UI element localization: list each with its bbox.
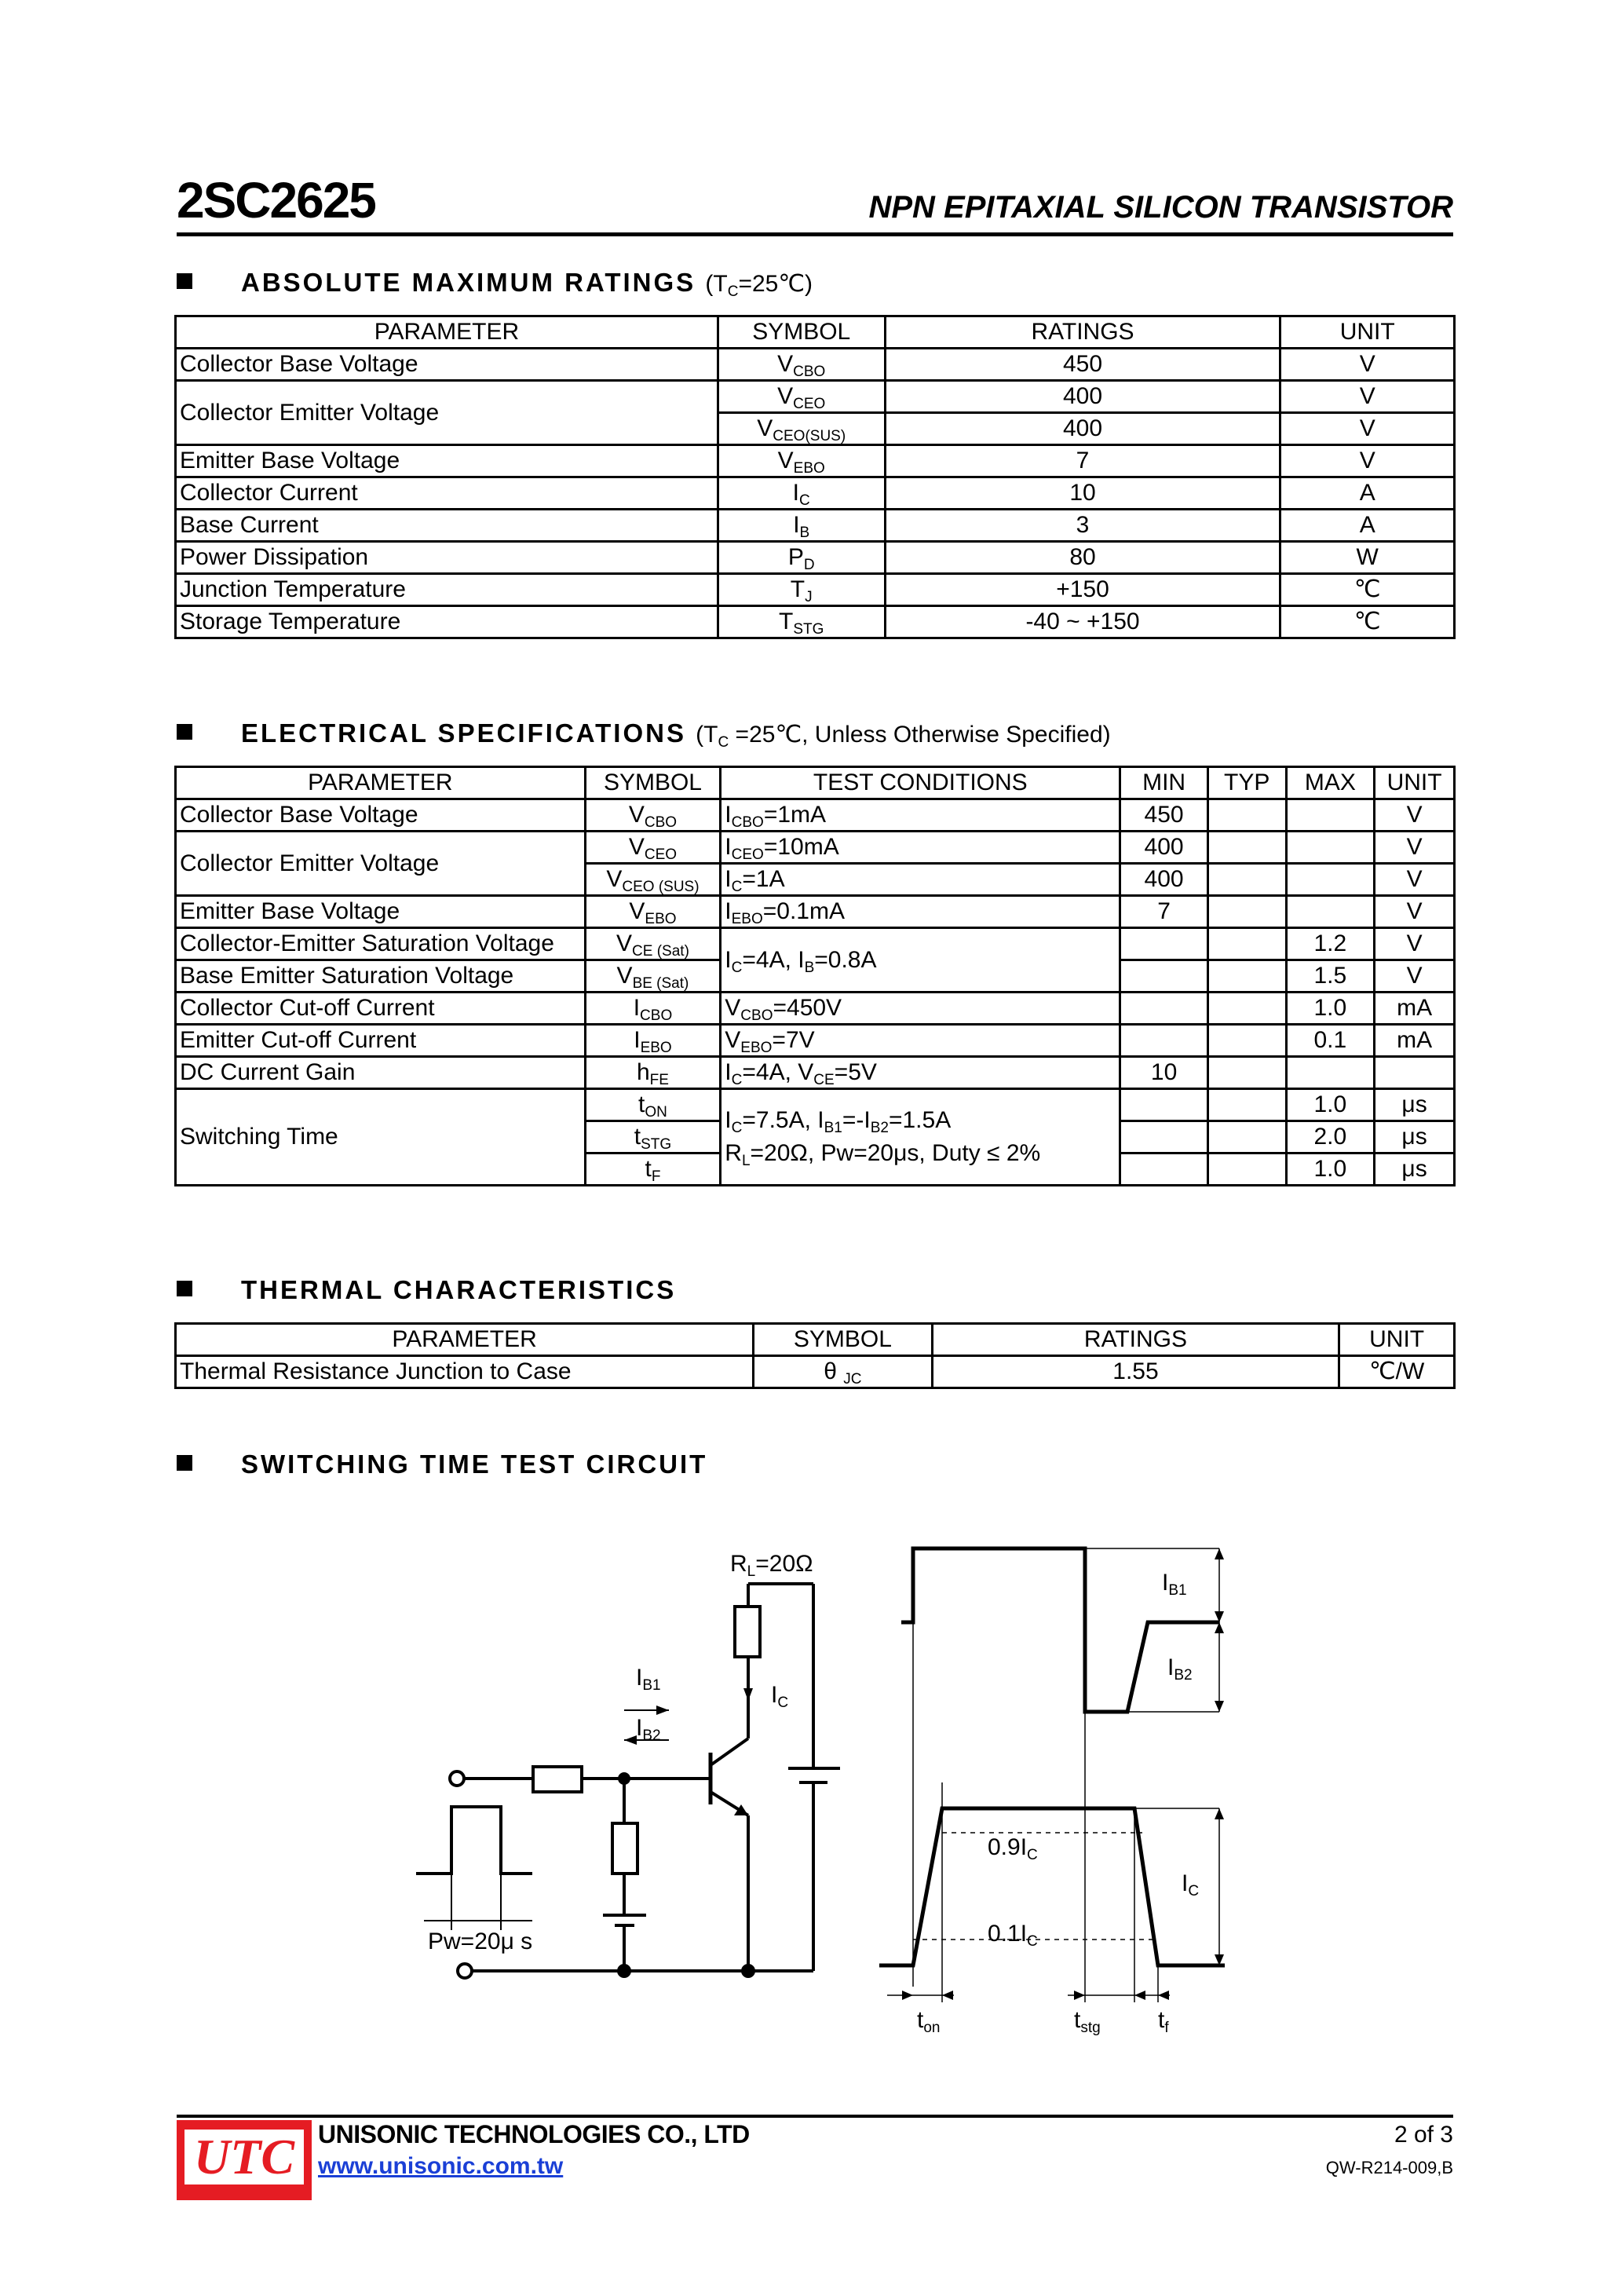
company-website-link[interactable]: www.unisonic.com.tw xyxy=(318,2153,564,2179)
table-row: $V_{CEO(SUS)}$ 400 V xyxy=(176,413,1455,445)
waveform-ic-label: $I_C$ xyxy=(1182,1870,1200,1899)
table-row: Collector Base Voltage $V_{CBO}$ $I_{CBO}=1mA$ 450 V xyxy=(176,799,1455,832)
table-row: Storage Temperature $T_{STG}$ -40 ~ +150 ℃ xyxy=(176,606,1455,638)
symbol-cell: $h_{FE}$ xyxy=(585,1057,721,1089)
base-current-waveform xyxy=(901,1548,1219,1712)
table-row: Collector Emitter Voltage $V_{CEO}$ $I_{CEO}=10mA$ 400 V xyxy=(176,832,1455,864)
company-name: UNISONIC TECHNOLOGIES CO., LTD xyxy=(318,2120,750,2148)
ic-arrow-icon xyxy=(743,1688,753,1701)
collector-current-waveform xyxy=(879,1808,1225,1965)
table-row: DC Current Gain $h_{FE}$ $I_C=4A$, $V_{CE}=5V$ 10 xyxy=(176,1057,1455,1089)
rl-label: $R_L=20\Omega$ xyxy=(730,1551,813,1580)
input-terminal-top xyxy=(450,1771,464,1786)
ic-label: $I_C$ xyxy=(771,1682,789,1711)
table-row: Collector Cut-off Current $I_{CBO}$ $V_{CBO}=450V$ 1.0 mA xyxy=(176,993,1455,1025)
page-number: 2 of 3 xyxy=(1394,2122,1453,2148)
part-number: 2SC2625 xyxy=(177,172,375,229)
table-row: Switching Time $t_{ON}$ $I_C=7.5A$, $I_{B1}=-I_{B2}=1.5A$ $R_L=20\Omega$, Pw=20μs, Duty ≤ 2% 1.0 μs xyxy=(176,1089,1455,1121)
circuit-heading: SWITCHING TIME TEST CIRCUIT xyxy=(177,1450,707,1479)
symbol-cell: $V_{CE (Sat)}$ xyxy=(585,928,721,960)
table-row: Base Emitter Saturation Voltage $V_{BE (Sat)}$ 1.5 V xyxy=(176,960,1455,993)
table-row: Base Current $I_B$ 3 A xyxy=(176,510,1455,542)
document-subtitle: NPN EPITAXIAL SILICON TRANSISTOR xyxy=(868,190,1453,225)
abs-max-heading: ABSOLUTE MAXIMUM RATINGS $(T_C=25℃)$ xyxy=(177,268,813,298)
symbol-cell: $V_{CEO}$ xyxy=(718,381,885,413)
table-header-row: PARAMETER SYMBOL RATINGS UNIT xyxy=(176,1324,1455,1356)
tstg-label: $t_{stg}$ xyxy=(1074,2007,1101,2036)
table-header-row: PARAMETER SYMBOL TEST CONDITIONS MIN TYP MAX UNIT xyxy=(176,767,1455,799)
waveform-01ic-label: $0.1I_C$ xyxy=(988,1921,1038,1950)
tf-label: $t_f$ xyxy=(1158,2007,1169,2036)
symbol-cell: $V_{EBO}$ xyxy=(718,445,885,477)
table-row: Junction Temperature $T_J$ +150 ℃ xyxy=(176,574,1455,606)
condition-cell: $I_C=1A$ xyxy=(721,864,1120,896)
condition-cell: $V_{EBO}=7V$ xyxy=(721,1025,1120,1057)
condition-cell: $I_{EBO}=0.1mA$ xyxy=(721,896,1120,928)
base-resistor xyxy=(533,1767,582,1792)
symbol-cell: $V_{CBO}$ xyxy=(718,349,885,381)
table-row: $V_{CEO (SUS)}$ $I_C=1A$ 400 V xyxy=(176,864,1455,896)
symbol-cell: $t_{ON}$ xyxy=(585,1089,721,1121)
table-row: $t_{STG}$ 2.0 μs xyxy=(176,1121,1455,1153)
condition-cell: $I_{CEO}=10mA$ xyxy=(721,832,1120,864)
utc-logo: UTC xyxy=(177,2120,312,2200)
symbol-cell: $I_{EBO}$ xyxy=(585,1025,721,1057)
table-row: Collector Base Voltage $V_{CBO}$ 450 V xyxy=(176,349,1455,381)
symbol-cell: $V_{CEO}$ xyxy=(585,832,721,864)
ib2-label: $I_{B2}$ xyxy=(636,1715,661,1744)
condition-cell: $I_C=7.5A$, $I_{B1}=-I_{B2}=1.5A$ $R_L=20\Omega$, Pw=20μs, Duty ≤ 2% xyxy=(721,1089,1120,1186)
waveform-ib1-label: $I_{B1}$ xyxy=(1162,1570,1187,1599)
document-number: QW-R214-009,B xyxy=(1325,2158,1453,2177)
symbol-cell: $t_F$ xyxy=(585,1153,721,1186)
ib1-arrow-icon xyxy=(656,1706,669,1715)
symbol-cell: $V_{CBO}$ xyxy=(585,799,721,832)
symbol-cell: $I_B$ xyxy=(718,510,885,542)
table-row: Emitter Cut-off Current $I_{EBO}$ $V_{EBO}=7V$ 0.1 mA xyxy=(176,1025,1455,1057)
condition-cell: $V_{CBO}=450V$ xyxy=(721,993,1120,1025)
condition-cell: $I_C=4A$, $I_B=0.8A$ xyxy=(721,928,1120,993)
ib2-arrow-icon xyxy=(624,1735,637,1745)
symbol-cell: $V_{BE (Sat)}$ xyxy=(585,960,721,993)
elec-spec-note: ($T_C$ =25℃, Unless Otherwise Specified) xyxy=(696,722,1111,751)
symbol-cell: $V_{CEO (SUS)}$ xyxy=(585,864,721,896)
table-row: Emitter Base Voltage $V_{EBO}$ 7 V xyxy=(176,445,1455,477)
circuit-schematic xyxy=(416,1584,840,1978)
waveform-09ic-label: $0.9I_C$ xyxy=(988,1834,1038,1863)
input-pulse xyxy=(416,1807,532,1874)
abs-max-note: $(T_C=25℃)$ xyxy=(705,271,813,300)
symbol-cell: $I_{CBO}$ xyxy=(585,993,721,1025)
shunt-resistor xyxy=(612,1823,637,1874)
input-terminal-bottom xyxy=(458,1964,472,1978)
thermal-heading: THERMAL CHARACTERISTICS xyxy=(177,1275,676,1305)
footer-rule xyxy=(177,2115,1453,2118)
table-row: Collector Current $I_C$ 10 A xyxy=(176,477,1455,510)
table-row: Emitter Base Voltage $V_{EBO}$ $I_{EBO}=0.1mA$ 7 V xyxy=(176,896,1455,928)
ib1-label: $I_{B1}$ xyxy=(636,1665,661,1694)
symbol-cell: $T_{STG}$ xyxy=(718,606,885,638)
table-row: Collector Emitter Voltage $V_{CEO}$ 400 V xyxy=(176,381,1455,413)
elec-spec-heading: ELECTRICAL SPECIFICATIONS ($T_C$ =25℃, Unless Otherwise Specified) xyxy=(177,718,1111,748)
condition-cell: $I_{CBO}=1mA$ xyxy=(721,799,1120,832)
symbol-cell: $t_{STG}$ xyxy=(585,1121,721,1153)
transistor-collector xyxy=(711,1738,748,1765)
symbol-cell: $P_D$ xyxy=(718,542,885,574)
symbol-cell: $V_{CEO(SUS)}$ xyxy=(718,413,885,445)
collector-resistor xyxy=(735,1607,760,1657)
symbol-cell: $I_C$ xyxy=(718,477,885,510)
waveform-ib2-label: $I_{B2}$ xyxy=(1167,1654,1193,1684)
table-header-row: PARAMETER SYMBOL RATINGS UNIT xyxy=(176,316,1455,349)
ton-label: $t_{on}$ xyxy=(917,2007,941,2036)
table-row: $t_F$ 1.0 μs xyxy=(176,1153,1455,1186)
table-row: Power Dissipation $P_D$ 80 W xyxy=(176,542,1455,574)
pw-label: Pw=20μ s xyxy=(428,1929,533,1954)
condition-cell: $I_C=4A$, $V_{CE}=5V$ xyxy=(721,1057,1120,1089)
table-row: Collector-Emitter Saturation Voltage $V_{CE (Sat)}$ $I_C=4A$, $I_B=0.8A$ 1.2 V xyxy=(176,928,1455,960)
symbol-cell: $T_J$ xyxy=(718,574,885,606)
table-row: Thermal Resistance Junction to Case θ $_{JC}$ 1.55 ℃/W xyxy=(176,1356,1455,1388)
waveforms xyxy=(879,1548,1225,2002)
symbol-cell: $V_{EBO}$ xyxy=(585,896,721,928)
